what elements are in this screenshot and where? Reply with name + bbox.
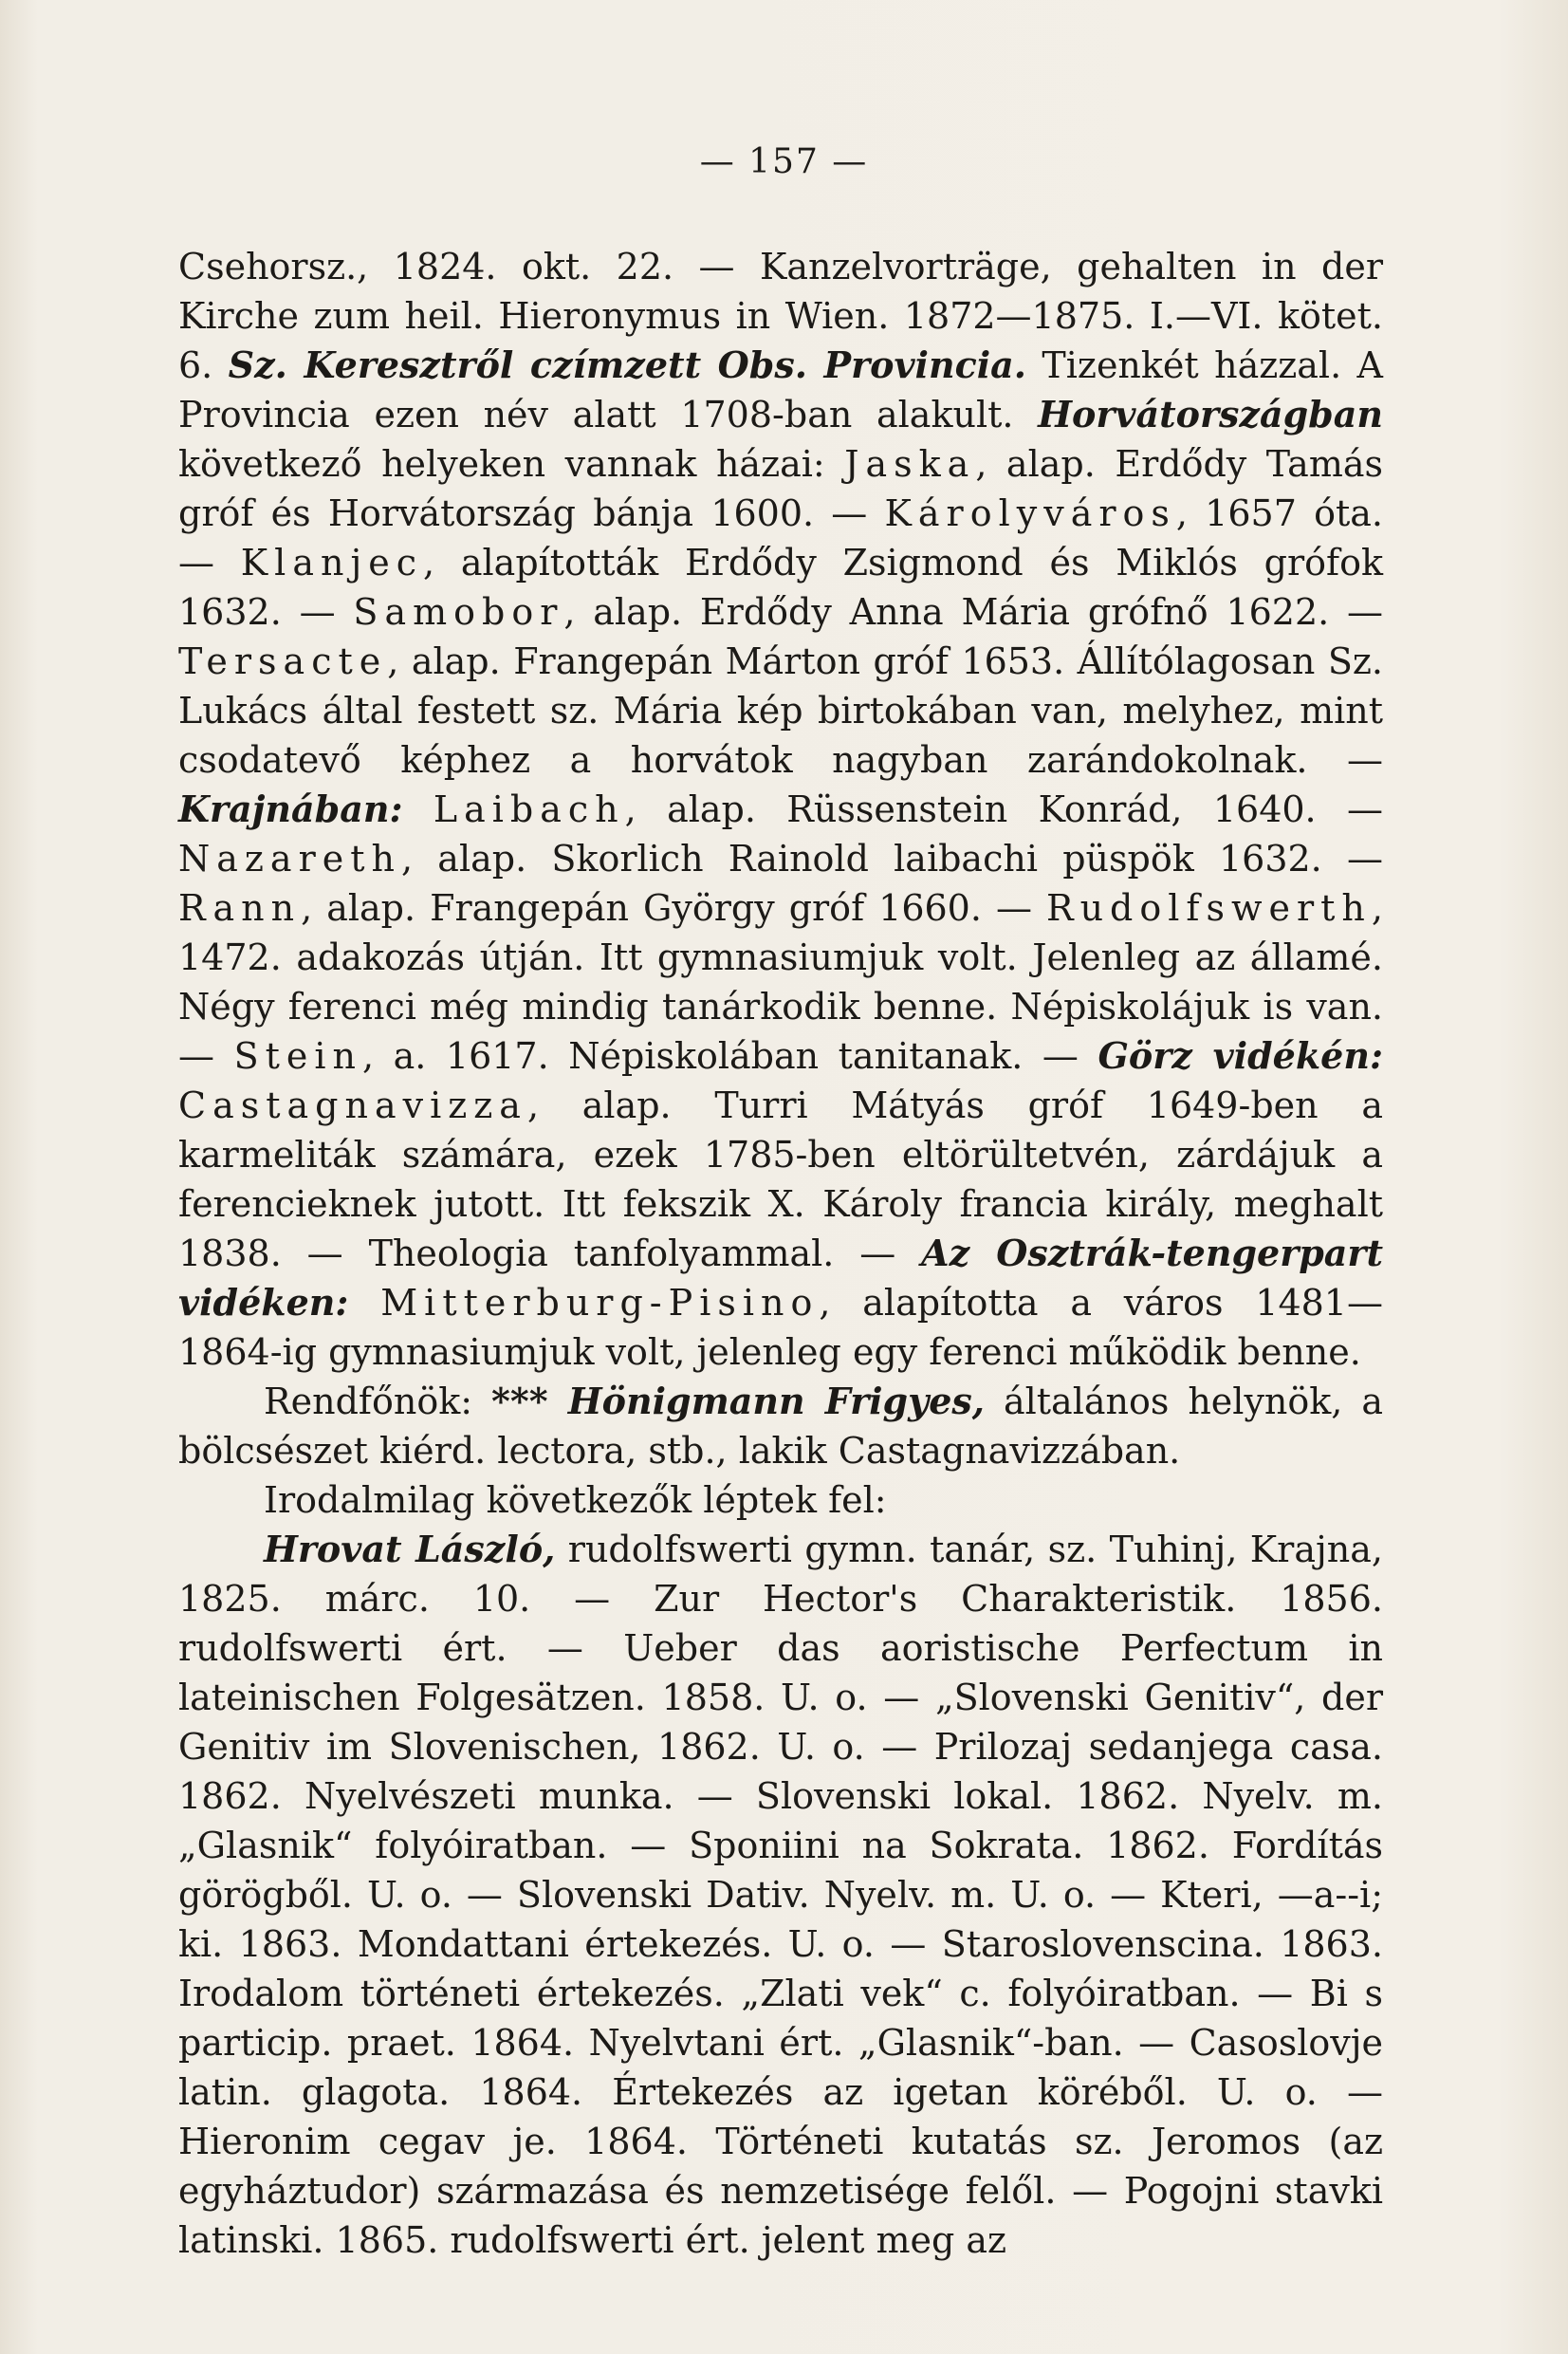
text-run: következő helyeken vannak házai: — [178, 443, 845, 485]
text-run: , a. 1617. Népiskolában tanitanak. — — [361, 1035, 1098, 1077]
text-run — [403, 788, 434, 830]
body-text — [178, 242, 1383, 2265]
text-run: Irodalmilag következők léptek fel: — [264, 1479, 887, 1521]
paragraph — [178, 1377, 1383, 1475]
spaced-place-name: Stein — [233, 1035, 362, 1077]
text-run: Tizenkét házzal. A Provincia ezen név alatt 1708-ban alakult. — [178, 344, 1383, 436]
spaced-place-name: Jaska — [844, 443, 976, 485]
text-run: , 1657 óta. — — [178, 492, 1383, 584]
spaced-place-name: Rudolfswerth — [1045, 887, 1372, 929]
spaced-place-name: Mitterburg-Pisino — [380, 1282, 820, 1324]
spaced-place-name: Nazareth — [178, 838, 401, 880]
spaced-place-name: Károlyváros — [884, 492, 1176, 534]
paragraph — [178, 1475, 1383, 1525]
text-run: , alapította a város 1481—1864-ig gymnasiumjuk volt, jelenleg egy ferenci működik benne. — [178, 1282, 1383, 1373]
text-run: , alap. Frangepán György gróf 1660. — — [301, 887, 1046, 929]
spaced-place-name: Rann — [178, 887, 302, 929]
text-run — [348, 1282, 380, 1324]
spaced-place-name: Laibach — [433, 788, 625, 830]
text-run: , alap. Erdődy Tamás gróf és Horvátország bánja 1600. — — [178, 443, 1384, 534]
italic-text: Görz vidékén: — [1098, 1034, 1383, 1077]
spaced-place-name: Samobor — [353, 591, 564, 633]
text-run: rudolfswerti gymn. tanár, sz. Tuhinj, Krajna, 1825. márc. 10. — Zur Hector's Charakteristik. 1856. rudolfswerti ért. — Ueber das aoristische Perfectum in lateinischen Folgesätzen. 1858. U. o. — „Slovenski Genitiv“, der Genitiv im Slovenischen, 1862. U. o. — Prilozaj sedanjega casa. 1862. Nyelvészeti munka. — Slovenski lokal. 1862. Nyelv. m. „Glasnik“ folyóiratban. — Sponiini na Sokrata. 1862. Fordítás görögből. U. o. — Slovenski Dativ. Nyelv. m. U. o. — Kteri, —a--i; ki. 1863. Mondattani értekezés. U. o. — Staroslovenscina. 1863. Irodalom történeti értekezés. „Zlati vek“ c. folyóiratban. — Bi s particip. praet. 1864. Nyelvtani ért. „Glasnik“-ban. — Casoslovje latin. glagota. 1864. Értekezés az igetan köréből. U. o. — Hieronim cegav je. 1864. Történeti kutatás sz. Jeromos (az egyháztudor) származása és nemzetisége felől. — Pogojni stavki latinski. 1865. rudolfswerti ért. jelent meg az — [178, 1529, 1383, 2261]
text-run: általános helynök, a bölcsészet kiérd. lectora, stb., lakik Castagnavizzában. — [178, 1381, 1383, 1472]
text-run: , alap. Skorlich Rainold laibachi püspök 1632. — — [400, 838, 1383, 880]
italic-text: *** Hönigmann Frigyes, — [490, 1380, 986, 1422]
spaced-place-name: Castagnavizza — [178, 1084, 527, 1126]
text-run: , alap. Erdődy Anna Mária grófnő 1622. — — [563, 591, 1383, 633]
text-run: , alapították Erdődy Zsigmond és Miklós grófok 1632. — — [178, 542, 1383, 633]
page-number: — 157 — — [699, 142, 869, 181]
text-run: , alap. Turri Mátyás gróf 1649-ben a karmeliták számára, ezek 1785-ben eltörültetvén, zárdájuk a ferencieknek jutott. Itt fekszik X. Károly francia király, meghalt 1838. — Theologia tanfolyammal. — — [178, 1084, 1383, 1274]
italic-text: Hrovat László, — [264, 1528, 556, 1570]
italic-text: Az Osztrák-tengerpart vidéken: — [178, 1232, 1383, 1324]
text-run: , alap. Frangepán Márton gróf 1653. Állítólagosan Sz. Lukács által festett sz. Mária kép birtokában van, melyhez, mint csodatevő képhez a horvátok nagyban zarándokolnak. — — [178, 640, 1383, 781]
paragraph — [178, 242, 1383, 1377]
text-run: Csehorsz., 1824. okt. 22. — Kanzelvorträge, gehalten in der Kirche zum heil. Hieronymus in Wien. 1872—1875. I.—VI. kötet. 6. — [178, 246, 1383, 386]
text-run: Rendfőnök: — [264, 1381, 491, 1422]
spaced-place-name: Tersacte — [178, 640, 388, 682]
italic-text: Sz. Keresztről czímzett Obs. Provincia. — [228, 343, 1027, 386]
text-run: , 1472. adakozás útján. Itt gymnasiumjuk volt. Jelenleg az államé. Négy ferenci még mindig tanárkodik benne. Népiskolájuk is van. — — [178, 887, 1383, 1077]
spaced-place-name: Klanjec — [240, 542, 424, 584]
paragraph — [178, 1525, 1383, 2265]
italic-text: Krajnában: — [178, 788, 403, 830]
italic-text: Horvátországban — [1038, 393, 1383, 436]
text-run: , alap. Rüssenstein Konrád, 1640. — — [624, 788, 1383, 830]
